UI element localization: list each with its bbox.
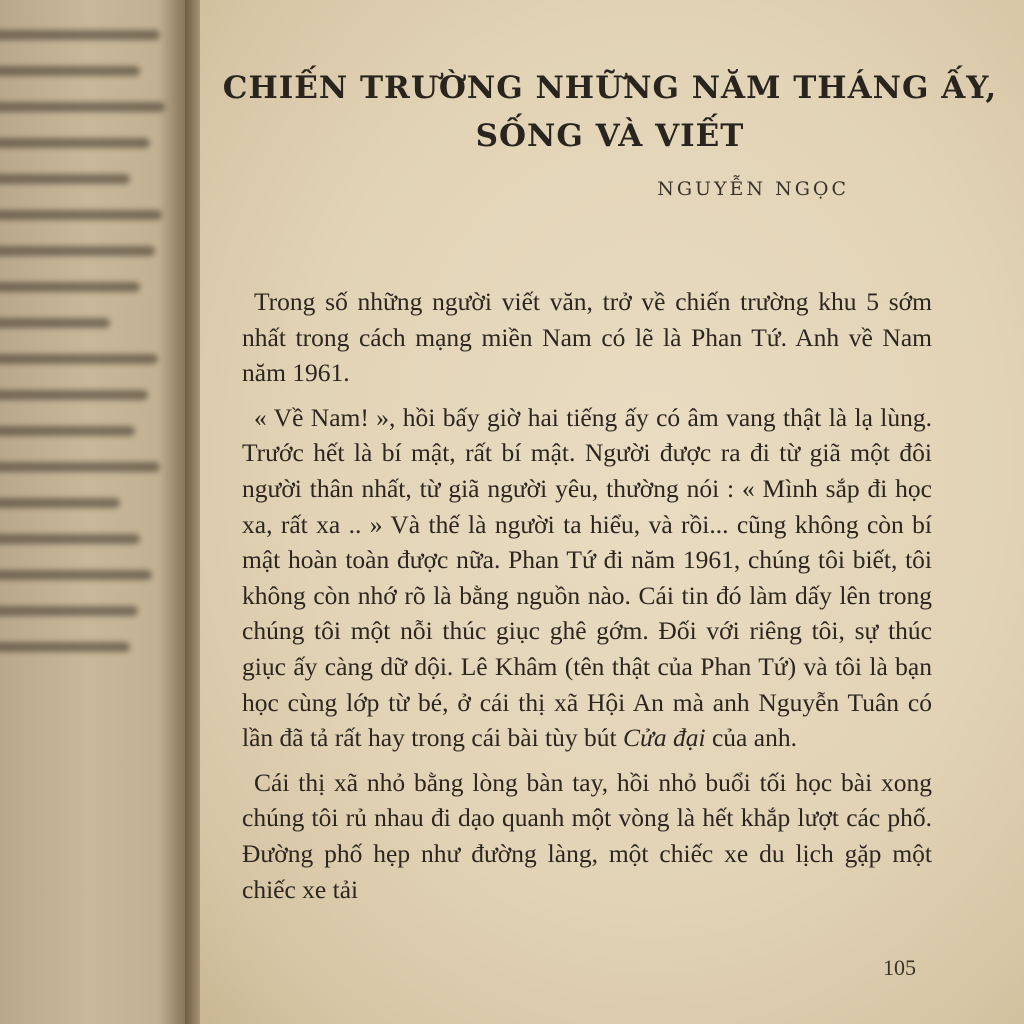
- left-page-blurred-line: [0, 390, 148, 400]
- paragraph-2-end: của anh.: [705, 723, 797, 753]
- right-page: [200, 0, 1024, 1024]
- left-page-blurred-line: [0, 426, 135, 436]
- left-page-blurred-line: [0, 30, 160, 40]
- left-page-text-blur: [0, 30, 180, 678]
- paragraph-2-main: « Về Nam! », hồi bấy giờ hai tiếng ấy có âm vang thật là lạ lùng. Trước hết là bí mật, rất bí mật. Người được ra đi từ giã một đôi người thân nhất, từ giã người yêu, thường nói : « Mình sắp đi học xa, rất xa .. » Và thế là người ta hiểu, và rồi... cũng không còn bí mật hoàn toàn được nữa. Phan Tứ đi năm 1961, chúng tôi biết, tôi không còn nhớ rõ là bằng nguồn nào. Cái tin đó làm dấy lên trong chúng tôi một nỗi thúc giục ghê gớm. Đối với riêng tôi, sự thúc giục ấy càng dữ dội. Lê Khâm (tên thật của Phan Tứ) và tôi là bạn học cùng lớp từ bé, ở cái thị xã Hội An mà anh Nguyễn Tuân có lần đã tả rất hay trong cái bài tùy bút: [242, 402, 932, 753]
- page-number: 105: [883, 955, 916, 980]
- left-page-blurred-line: [0, 174, 130, 184]
- left-page-blurred-line: [0, 606, 138, 616]
- body-text: [242, 284, 932, 916]
- chapter-title-line-2: SỐNG VÀ VIẾT: [475, 118, 745, 154]
- chapter-title-line-1: CHIẾN TRƯỜNG NHỮNG NĂM THÁNG ẤY,: [222, 70, 998, 106]
- left-page-blurred-line: [0, 318, 110, 328]
- author-name: NGUYỄN NGỌC: [657, 178, 849, 200]
- left-page-blurred-line: [0, 570, 152, 580]
- left-page-blurred-line: [0, 354, 158, 364]
- paragraph-2: [242, 400, 932, 756]
- left-page-blurred-line: [0, 462, 160, 472]
- left-page-blurred-line: [0, 282, 140, 292]
- left-page-blurred-line: [0, 246, 155, 256]
- paragraph-2-italic-title: Cửa đại: [622, 723, 706, 753]
- left-page-blurred-line: [0, 642, 130, 652]
- left-page-blurred-line: [0, 534, 140, 544]
- left-page-blurred-line: [0, 498, 120, 508]
- left-page-blurred-line: [0, 210, 162, 220]
- left-page-blurred-line: [0, 102, 165, 112]
- paragraph-3: Cái thị xã nhỏ bằng lòng bàn tay, hồi nhỏ buổi tối học bài xong chúng tôi rủ nhau đi dạo quanh một vòng là hết khắp lượt các phố. Đường phố hẹp như đường làng, một chiếc xe du lịch gặp một chiếc xe tải: [242, 767, 932, 904]
- left-page-blurred-line: [0, 66, 140, 76]
- paragraph-1: Trong số những người viết văn, trở về chiến trường khu 5 sớm nhất trong cách mạng miền Nam có lẽ là Phan Tứ. Anh về Nam năm 1961.: [242, 287, 932, 388]
- left-page-blurred-line: [0, 138, 150, 148]
- left-page-blurred: [0, 0, 195, 1024]
